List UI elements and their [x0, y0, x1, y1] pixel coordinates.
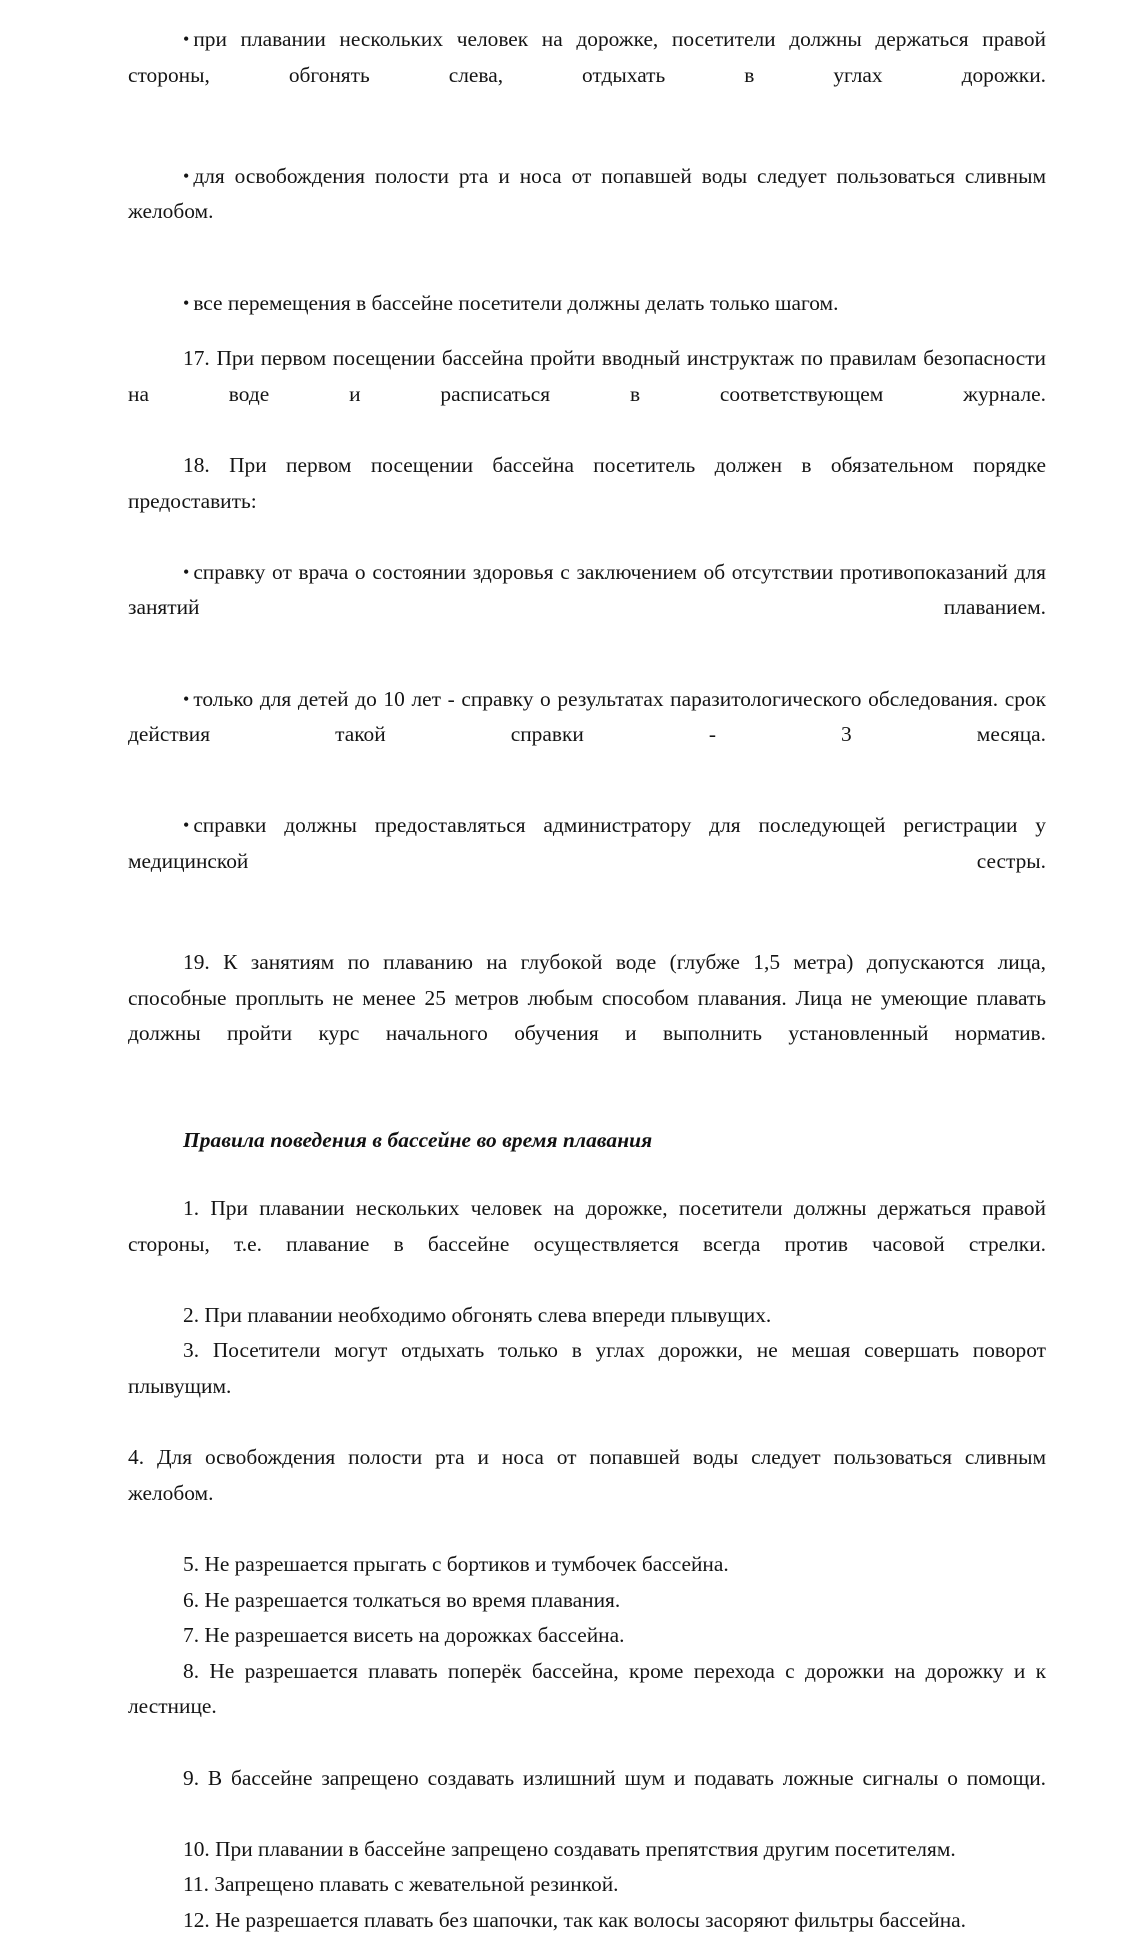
rule-item-11: 11. Запрещено плавать с жевательной резинкой.: [183, 1872, 619, 1897]
bullet-paragraph: [128, 555, 1046, 662]
bullet-text: при плавании нескольких человек на дорожке, посетители должны держаться правой стороны, обгонять слева, отдыхать в углах дорожки.: [128, 27, 1046, 87]
spacer: [128, 662, 1046, 682]
numbered-paragraph-19: 19. К занятиям по плаванию на глубокой воде (глубже 1,5 метра) допускаются лица, способные проплыть не менее 25 метров любым способом плавания. Лица не умеющие плавать должны пройти курс начального обучения и выполнить установленный норматив.: [128, 950, 1046, 1046]
rule-item-9: 9. В бассейне запрещено создавать излишний шум и подавать ложные сигналы о помощи.: [183, 1765, 1046, 1790]
bullet-paragraph: [128, 159, 1046, 266]
rule-item-7: 7. Не разрешается висеть на дорожках бассейна.: [183, 1623, 625, 1648]
bullet-paragraph: [128, 682, 1046, 789]
numbered-paragraph-18: 18. При первом посещении бассейна посетитель должен в обязательном порядке предоставить:: [128, 452, 1046, 513]
numbered-paragraph-17: 17. При первом посещении бассейна пройти вводный инструктаж по правилам безопасности на воде и расписаться в соответствующем журнале.: [128, 346, 1046, 406]
bullet-icon: •: [183, 165, 190, 186]
rule-item-1: 1. При плавании нескольких человек на дорожке, посетители должны держаться правой стороны, т.е. плавание в бассейне осуществляется всегда против часовой стрелки.: [128, 1196, 1046, 1256]
rule-item-5: 5. Не разрешается прыгать с бортиков и тумбочек бассейна.: [183, 1551, 729, 1576]
spacer: [128, 788, 1046, 808]
bullet-text: для освобождения полости рта и носа от попавшей воды следует пользоваться сливным желобом.: [128, 163, 1046, 224]
rule-item-8: 8. Не разрешается плавать поперёк бассейна, кроме перехода с дорожки на дорожку и к лестнице.: [128, 1658, 1046, 1719]
bullet-text: справки должны предоставляться администратору для последующей регистрации у медицинской сестры.: [128, 813, 1046, 873]
bullet-paragraph: [128, 808, 1046, 915]
rule-item-4: 4. Для освобождения полости рта и носа от попавшей воды следует пользоваться сливным желобом.: [128, 1445, 1046, 1505]
rule-item-3: 3. Посетители могут отдыхать только в углах дорожки, не мешая совершать поворот плывущим.: [128, 1338, 1046, 1398]
rule-item-12: 12. Не разрешается плавать без шапочки, так как волосы засоряют фильтры бассейна.: [183, 1907, 966, 1932]
spacer: [128, 321, 1046, 341]
bullet-paragraph: [128, 286, 1046, 322]
spacer: [128, 129, 1046, 159]
bullet-icon: •: [183, 815, 190, 836]
rule-item-6: 6. Не разрешается толкаться во время плавания.: [183, 1587, 621, 1612]
section-heading: Правила поведения в бассейне во время плавания: [183, 1128, 653, 1153]
bullet-icon: •: [183, 561, 190, 582]
bullet-text: все перемещения в бассейне посетители должны делать только шагом.: [193, 290, 839, 315]
bullet-paragraph: [128, 22, 1046, 129]
bullet-icon: •: [183, 29, 190, 49]
rule-item-2: 2. При плавании необходимо обгонять слева впереди плывущих.: [183, 1302, 772, 1327]
bullet-text: только для детей до 10 лет - справку о результатах паразитологического обследования. срок действия такой справки - 3 месяца.: [128, 686, 1046, 747]
spacer: [128, 915, 1046, 945]
text-column: [128, 22, 1046, 1939]
section-heading-block: [128, 1123, 1046, 1159]
rule-item-10: 10. При плавании в бассейне запрещено создавать препятствия другим посетителям.: [183, 1836, 956, 1861]
bullet-icon: •: [183, 688, 190, 709]
bullet-icon: •: [183, 292, 190, 313]
spacer: [128, 266, 1046, 286]
bullet-text: справку от врача о состоянии здоровья с заключением об отсутствии противопоказаний для занятий плаванием.: [128, 559, 1046, 620]
